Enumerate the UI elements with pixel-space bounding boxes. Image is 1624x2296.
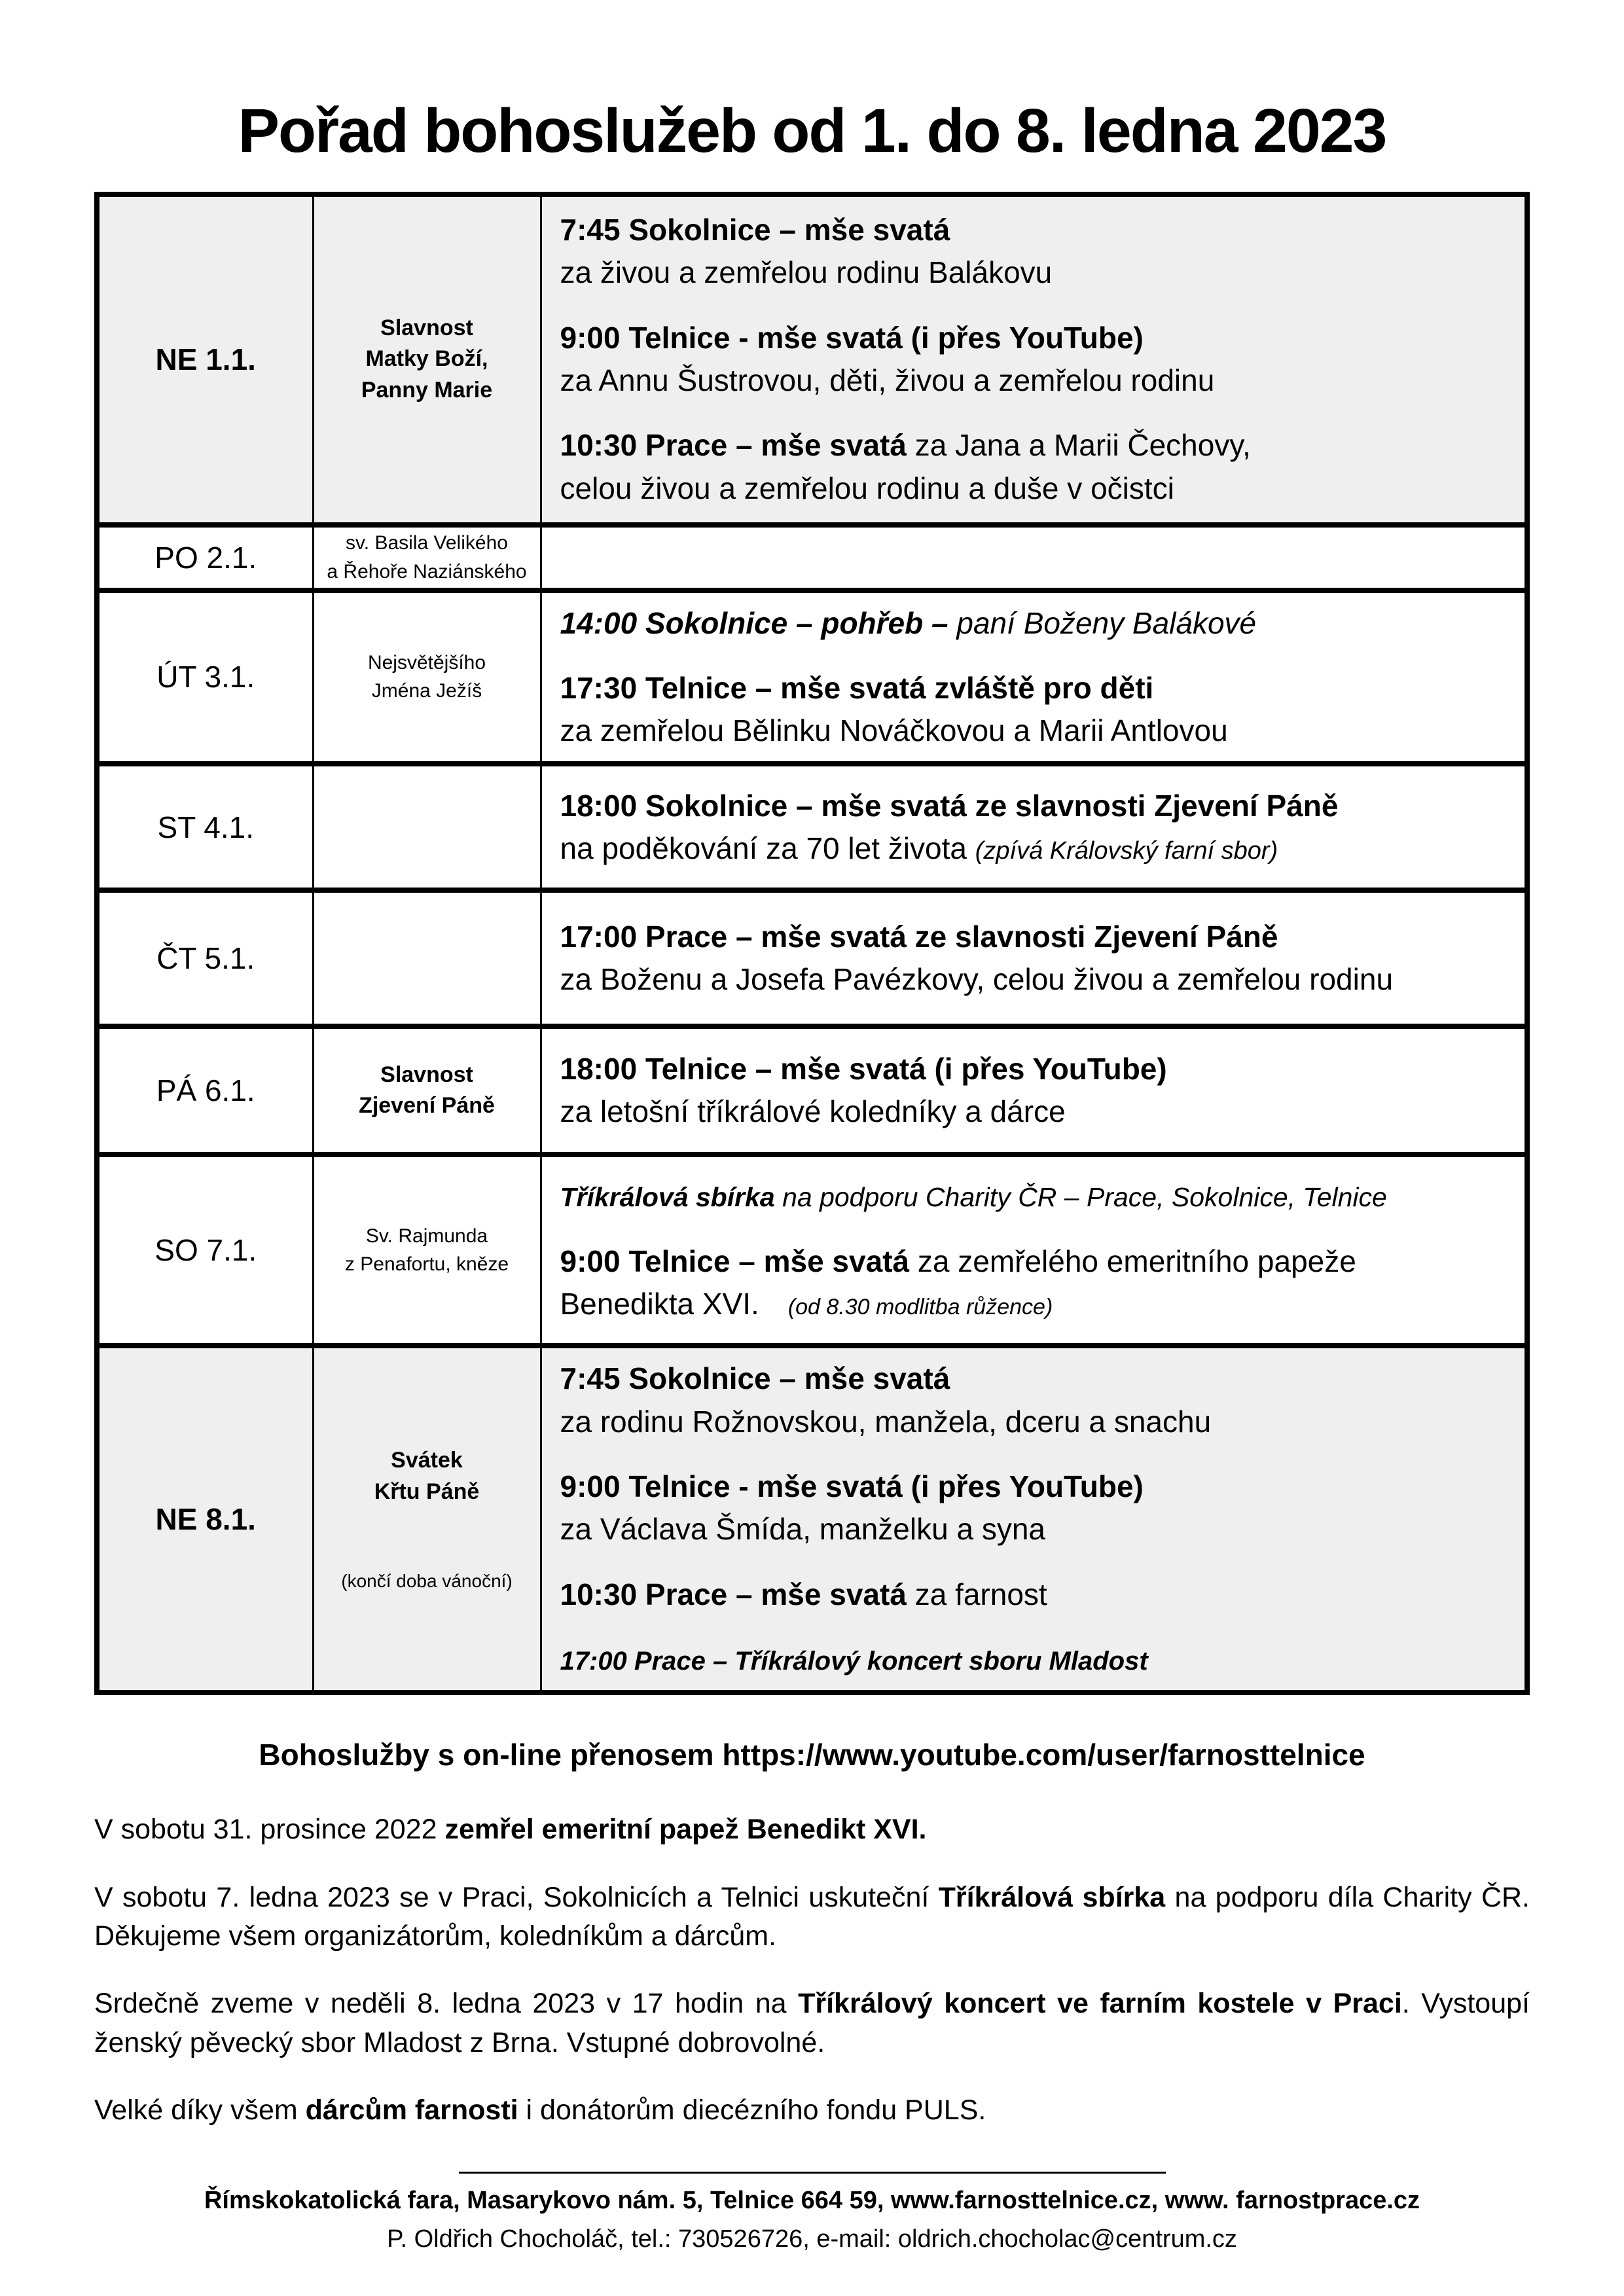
day-cell: ST 4.1. [97,764,313,890]
mass-entry [560,1573,1507,1616]
schedule-line [560,359,1507,402]
feast-cell [313,1346,541,1693]
footer-contact: P. Oldřich Chocholáč, tel.: 730526726, e-mail: oldrich.chocholac@centrum.cz [387,2225,1237,2253]
schedule-line [560,785,1507,827]
day-cell: ÚT 3.1. [97,590,313,764]
feast-note: (končí doba vánoční) [341,1571,513,1592]
schedule-line [560,916,1507,958]
text-segment: Tříkrálová sbírka [938,1881,1166,1913]
schedule-line [560,958,1507,1001]
footer [94,2172,1530,2253]
text-segment: dárcům farnosti [305,2094,518,2126]
feast-line: Panny Marie [361,377,493,403]
text-segment: 7:45 Sokolnice – mše svatá [560,213,950,247]
day-cell: PO 2.1. [97,525,313,590]
feast-line: Slavnost [380,315,473,340]
schedule-line [560,424,1507,467]
text-segment: za zemřelou Bělinku Nováčkovou a Marii Antlovou [560,713,1228,748]
text-segment: Tříkrálová sbírka [560,1182,783,1213]
mass-entry [560,1465,1507,1551]
text-segment: 10:30 Prace – mše svatá [560,1577,915,1611]
text-segment: (zpívá Královský farní sbor) [975,836,1278,865]
schedule-line [560,1048,1507,1090]
mass-entry [560,602,1507,645]
content-cell [541,590,1527,764]
text-segment: 9:00 Telnice - mše svatá (i přes YouTube) [560,320,1144,355]
schedule-line [560,1240,1507,1283]
text-segment: za Boženu a Josefa Pavézkovy, celou živou a zemřelou rodinu [560,962,1394,997]
text-segment: 17:00 Prace – Tříkrálový koncert sboru Mladost [560,1647,1148,1676]
day-cell: PÁ 6.1. [97,1026,313,1155]
schedule-line [560,1401,1507,1443]
day-cell: SO 7.1. [97,1155,313,1346]
content-cell [541,764,1527,890]
text-segment: za letošní tříkrálové koledníky a dárce [560,1094,1066,1129]
note-paragraph [94,2091,1530,2130]
text-segment: 17:00 Prace – mše svatá ze slavnosti Zjevení Páně [560,920,1278,954]
content-cell [541,1155,1527,1346]
feast-cell [313,590,541,764]
schedule-line [560,467,1507,510]
online-broadcast-line: Bohoslužby s on-line přenosem https://www.youtube.com/user/farnosttelnice [259,1738,1365,1772]
day-cell: NE 1.1. [97,194,313,525]
note-paragraph [94,1810,1530,1849]
text-segment: (od 8.30 modlitba růžence) [787,1295,1053,1320]
text-segment: paní Boženy Balákové [956,605,1257,640]
feast-cell [313,525,541,590]
text-segment: 9:00 Telnice - mše svatá (i přes YouTube) [560,1469,1144,1504]
feast-line: Křtu Páně [374,1479,480,1504]
text-segment: i donátorům diecézního fondu PULS. [518,2094,986,2126]
feast-line: sv. Basila Velikého [346,532,508,554]
feast-cell [313,1155,541,1346]
text-segment: za Václava Šmída, manželku a syna [560,1512,1045,1547]
text-segment: 9:00 Telnice – mše svatá [560,1244,918,1278]
feast-line: Nejsvětějšího [367,651,486,673]
text-segment: za živou a zemřelou rodinu Balákovu [560,255,1053,290]
schedule-line [560,1465,1507,1508]
schedule-line [560,209,1507,251]
schedule-line [560,1090,1507,1133]
mass-entry [560,209,1507,295]
table-row-so-7-1 [97,1155,1527,1346]
text-segment: Srdečně zveme v neděli 8. ledna 2023 v 17 hodin na [94,1988,799,2020]
content-cell [541,525,1527,590]
schedule-line [560,1175,1507,1217]
text-segment: za rodinu Rožnovskou, manžela, dceru a snachu [560,1404,1212,1439]
schedule-line [560,602,1507,645]
feast-line: z Penafortu, kněze [344,1253,509,1276]
feast-cell [313,1026,541,1155]
table-row-ut-3-1 [97,590,1527,764]
text-segment: celou živou a zemřelou rodinu a duše v očistci [560,471,1174,505]
mass-entry [560,424,1507,510]
mass-entry [560,1638,1507,1681]
footer-divider [459,2172,1166,2174]
text-segment: 18:00 Sokolnice – mše svatá ze slavnosti Zjevení Páně [560,788,1339,823]
text-segment: 7:45 Sokolnice – mše svatá [560,1361,950,1396]
text-segment: Benedikta XVI. [560,1287,759,1321]
text-segment: zemřel emeritní papež Benedikt XVI. [444,1814,927,1846]
schedule-line [560,1283,1507,1325]
day-cell: NE 8.1. [97,1346,313,1693]
mass-entry [560,667,1507,753]
text-segment: na podporu Charity ČR – Prace, Sokolnice, Telnice [782,1182,1387,1213]
table-row-po-2-1 [97,525,1527,590]
note-paragraph [94,1878,1530,1956]
schedule-line [560,827,1507,870]
feast-line: Sv. Rajmunda [365,1225,488,1247]
mass-entry [560,1175,1507,1217]
table-row-st-4-1 [97,764,1527,890]
page-title: Pořad bohoslužeb od 1. do 8. ledna 2023 [238,96,1386,166]
text-segment: za farnost [914,1577,1047,1611]
text-segment: V sobotu 7. ledna 2023 se v Praci, Sokolnicích a Telnici uskuteční [94,1881,939,1913]
schedule-line [560,1357,1507,1400]
mass-entry [560,1240,1507,1326]
schedule-line [560,1508,1507,1551]
schedule-line [560,667,1507,709]
feast-line: Zjevení Páně [359,1093,495,1119]
feast-line: Slavnost [380,1062,473,1087]
text-segment: Velké díky všem [94,2094,306,2126]
feast-cell [313,764,541,890]
feast-line: Jména Ježíš [371,680,482,702]
text-segment: Tříkrálový koncert ve farním kostele v Praci [798,1988,1402,2020]
text-segment: 14:00 Sokolnice – pohřeb – [560,605,957,640]
schedule-line [560,251,1507,294]
schedule-line [560,1638,1507,1681]
schedule-line [560,1573,1507,1616]
feast-line: a Řehoře Naziánského [327,560,527,583]
text-segment: za Jana a Marii Čechovy, [914,428,1251,463]
mass-entry [560,916,1507,1001]
content-cell [541,1346,1527,1693]
content-cell [541,1026,1527,1155]
mass-entry [560,1048,1507,1134]
mass-entry [560,1357,1507,1443]
text-segment: za Annu Šustrovou, děti, živou a zemřelou rodinu [560,363,1215,397]
text-segment: V sobotu 31. prosince 2022 [94,1814,445,1846]
schedule-table [94,192,1530,1696]
schedule-line [560,709,1507,752]
text-segment: na podporu díla Charity ČR. Děkujeme všem organizátorům, koledníkům a dárcům. [94,1881,1530,1952]
feast-line: Matky Boží, [365,346,488,372]
schedule-line [560,317,1507,359]
content-cell [541,890,1527,1026]
text-segment: 10:30 Prace – mše svatá [560,428,915,463]
table-row-ne-1-1 [97,194,1527,525]
content-cell [541,194,1527,525]
day-cell: ČT 5.1. [97,890,313,1026]
footer-address: Římskokatolická fara, Masarykovo nám. 5, Telnice 664 59, www.farnosttelnice.cz, www. farnostprace.cz [204,2187,1420,2215]
feast-cell [313,194,541,525]
table-row-ct-5-1 [97,890,1527,1026]
text-segment: na poděkování za 70 let života [560,831,975,865]
mass-entry [560,785,1507,870]
text-segment: 17:30 Telnice – mše svatá zvláště pro děti [560,670,1154,705]
table-row-pa-6-1 [97,1026,1527,1155]
text-segment: za zemřelého emeritního papeže [917,1244,1356,1278]
mass-entry [560,317,1507,403]
text-segment: 18:00 Telnice – mše svatá (i přes YouTube) [560,1052,1167,1086]
feast-line: Svátek [391,1448,463,1473]
text-segment: . Vystoupí ženský pěvecký sbor Mladost z Brna. Vstupné dobrovolné. [94,1988,1530,2058]
table-row-ne-8-1 [97,1346,1527,1693]
note-paragraph [94,1984,1530,2062]
feast-cell [313,890,541,1026]
